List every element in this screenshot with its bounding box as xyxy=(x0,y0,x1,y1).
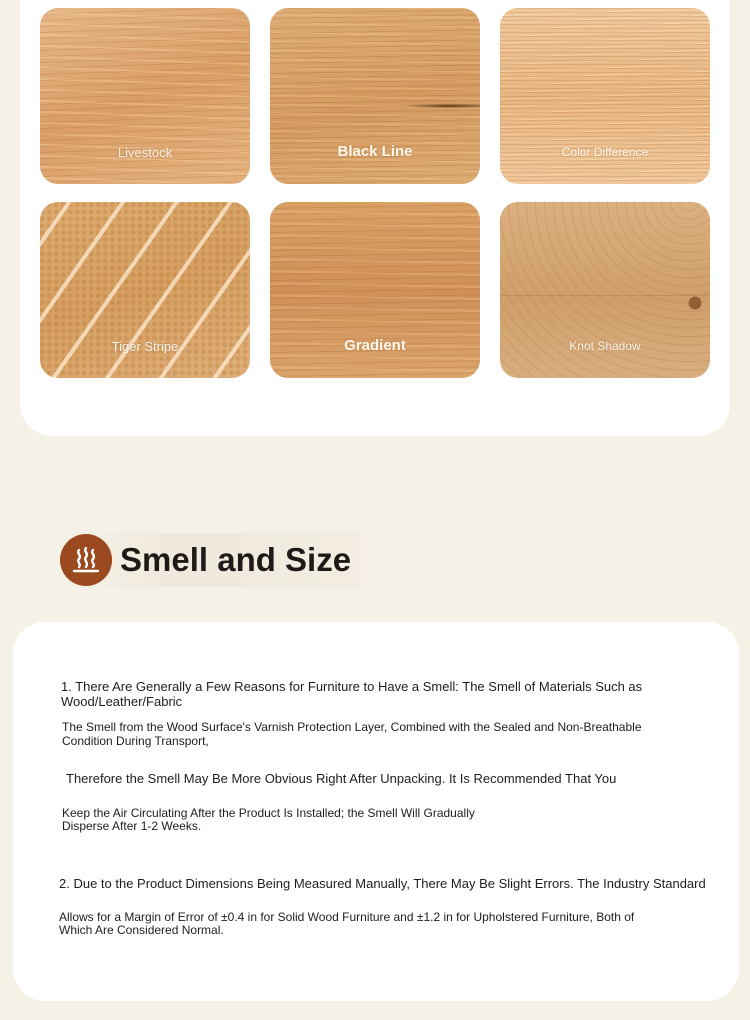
note-margin-of-error: Allows for a Margin of Error of ±0.4 in for Solid Wood Furniture and ±1.2 in for Upholstered Furniture, Both of Which Are Considered Normal. xyxy=(59,910,635,937)
swatch-label: Knot Shadow xyxy=(569,339,641,353)
swatch-black-line xyxy=(270,8,480,184)
swatch-label: Color Difference xyxy=(561,145,649,159)
wood-grain-card xyxy=(20,0,730,436)
swatch-label: Gradient xyxy=(344,337,406,354)
steam-heat-icon xyxy=(60,534,112,586)
swatch-label: Black Line xyxy=(337,143,413,160)
note-unpacking: Therefore the Smell May Be More Obvious Right After Unpacking. It Is Recommended That You xyxy=(66,771,617,786)
notes-card xyxy=(13,622,739,1001)
note-air-circulation: Keep the Air Circulating After the Product Is Installed; the Smell Will Gradually Disperse After 1-2 Weeks. xyxy=(62,806,475,833)
swatch-tiger-stripe xyxy=(40,202,250,378)
section-heading xyxy=(60,533,360,587)
swatch-color-difference xyxy=(500,8,710,184)
board-seam xyxy=(500,295,710,296)
swatch-gradient xyxy=(270,202,480,378)
note-varnish: The Smell from the Wood Surface's Varnish Protection Layer, Combined with the Sealed and Non-Breathable Condition During Transport, xyxy=(62,720,642,748)
note-dimensions: 2. Due to the Product Dimensions Being Measured Manually, There May Be Slight Errors. The Industry Standard xyxy=(59,876,706,891)
swatch-livestock xyxy=(40,8,250,184)
section-title: Smell and Size xyxy=(120,541,352,578)
swatch-label: Tiger Stripe xyxy=(111,339,179,354)
swatch-label: Livestock xyxy=(117,145,173,160)
swatch-knot-shadow xyxy=(500,202,710,378)
note-smell-reasons: 1. There Are Generally a Few Reasons for Furniture to Have a Smell: The Smell of Materials Such as Wood/Leather/Fabric xyxy=(61,679,643,709)
